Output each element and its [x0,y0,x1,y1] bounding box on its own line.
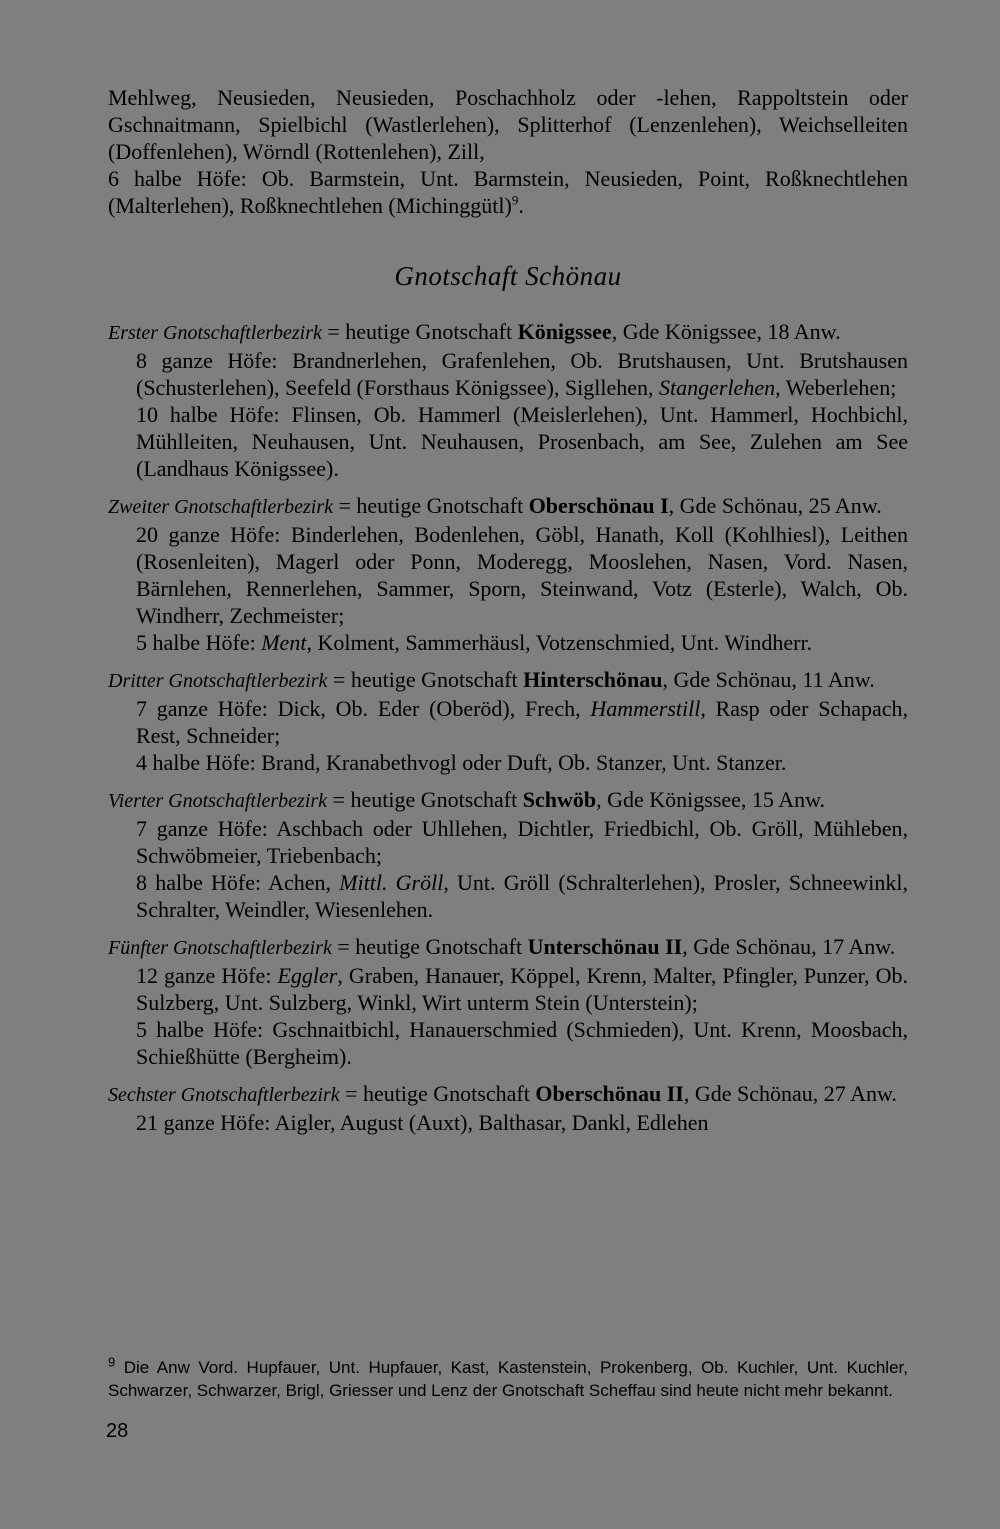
ganze-italic: Stangerlehen [659,375,776,400]
ganze-end: , Rasp oder Schapach, Rest, Schneider; [136,696,908,748]
ganze-hoefe: 21 ganze Höfe: Aigler, August (Auxt), Balthasar, Dankl, Edlehen [136,1110,709,1135]
halbe-hoefe: 4 halbe Höfe: Brand, Kranabethvogl oder Duft, Ob. Stanzer, Unt. Stanzer. [136,750,787,775]
intro-text: Mehlweg, Neusieden, Neusieden, Poschachholz oder -lehen, Rappoltstein oder Gschnaitmann, Spielbichl (Wastlerlehen), Splitterhof (Lenzenlehen), Weichselleiten (Doffenlehen), Wörndl (Rottenlehen), Zill, [108,85,908,164]
footnote-ref: 9 [511,192,519,208]
district-heading [108,666,908,695]
district-4 [108,786,908,923]
district-heading [108,933,908,962]
page-number: 28 [106,1420,129,1442]
district-eq: = heutige Gnotschaft [339,1081,536,1106]
intro-end: . [518,193,524,218]
section-title: Gnotschaft Schönau [394,261,622,291]
ganze-italic: Hammerstill [590,696,701,721]
district-heading [108,786,908,815]
district-rest: , Gde Königssee, 18 Anw. [611,319,841,344]
district-eq: = heutige Gnotschaft [321,319,518,344]
halbe-end: , Kolment, Sammerhäusl, Votzenschmied, Unt. Windherr. [306,630,813,655]
district-rest: , Gde Königssee, 15 Anw. [596,787,826,812]
halbe-hoefe [108,869,908,923]
ganze-end: , Weberlehen; [775,375,897,400]
district-1 [108,318,908,482]
footnote-text: Die Anw Vord. Hupfauer, Unt. Hupfauer, Kast, Kastenstein, Prokenberg, Ob. Kuchler, Unt. Kuchler, Schwarzer, Schwarzer, Brigl, Griesser und Lenz der Gnotschaft Scheffau sind heute nicht mehr bekannt. [108,1358,908,1400]
district-rest: , Gde Schönau, 17 Anw. [682,934,896,959]
halbe-hoefe [108,629,908,656]
district-2 [108,492,908,656]
halbe-hoefe: 10 halbe Höfe: Flinsen, Ob. Hammerl (Meislerlehen), Unt. Hammerl, Hochbichl, Mühlleiten, Neuhausen, Unt. Neuhausen, Prosenbach, am See, Zulehen am See (Landhaus Königssee). [136,402,908,481]
halbe-hoefe: 5 halbe Höfe: Gschnaitbichl, Hanauerschmied (Schmieden), Unt. Krenn, Moosbach, Schießhütte (Bergheim). [136,1017,908,1069]
district-eq: = heutige Gnotschaft [327,667,524,692]
district-eq: = heutige Gnotschaft [331,934,528,959]
intro-paragraph [108,84,908,219]
district-heading [108,492,908,521]
district-rest: , Gde Schönau, 11 Anw. [662,667,875,692]
footnote-mark: 9 [108,1354,116,1370]
district-3 [108,666,908,776]
district-rest: , Gde Schönau, 27 Anw. [683,1081,897,1106]
district-heading [108,318,908,347]
halbe-italic: Mittl. Gröll [339,870,444,895]
district-name: Fünfter Gnotschaftlerbezirk [108,937,332,959]
ganze-pre: 7 ganze Höfe: Dick, Ob. Eder (Oberöd), Frech, [136,696,591,721]
intro-halbe-hoefe: 6 halbe Höfe: Ob. Barmstein, Unt. Barmstein, Neusieden, Point, Roßknechtlehen (Malterlehen), Roßknechtlehen (Michinggütl) [108,166,908,218]
footnote [108,1356,908,1402]
district-name: Dritter Gnotschaftlerbezirk [108,670,328,692]
halbe-end: , Unt. Gröll (Schralterlehen), Prosler, Schneewinkl, Schralter, Weindler, Wiesenlehen. [136,870,908,922]
ganze-text: 8 ganze Höfe: Brandnerlehen, Grafenlehen, Ob. Brutshausen, Unt. Brutshausen (Schusterlehen), Seefeld (Forsthaus Königssee), Sigllehen, [136,348,908,400]
ganze-hoefe: 20 ganze Höfe: Binderlehen, Bodenlehen, Göbl, Hanath, Koll (Kohlhiesl), Leithen (Rosenleiten), Magerl oder Ponn, Moderegg, Mooslehen, Nasen, Vord. Nasen, Bärnlehen, Rennerlehen, Sammer, Sporn, Steinwand, Votz (Esterle), Walch, Ob. Windherr, Zechmeister; [136,522,908,628]
ganze-hoefe [108,695,908,749]
district-name: Sechster Gnotschaftlerbezirk [108,1084,340,1106]
district-place: Hinterschönau [523,667,663,692]
district-name: Zweiter Gnotschaftlerbezirk [108,496,333,518]
ganze-pre: 12 ganze Höfe: [136,963,278,988]
district-rest: , Gde Schönau, 25 Anw. [668,493,882,518]
district-name: Vierter Gnotschaftlerbezirk [108,790,328,812]
district-place: Oberschönau II [535,1081,684,1106]
district-eq: = heutige Gnotschaft [327,787,523,812]
district-6 [108,1080,908,1136]
main-text [108,84,908,1136]
ganze-end: , Graben, Hanauer, Köppel, Krenn, Malter, Pfingler, Punzer, Ob. Sulzberg, Unt. Sulzberg, Winkl, Wirt unterm Stein (Unterstein); [136,963,908,1015]
ganze-hoefe: 7 ganze Höfe: Aschbach oder Uhllehen, Dichtler, Friedbichl, Ob. Gröll, Mühleben, Schwöbmeier, Triebenbach; [136,816,908,868]
district-place: Schwöb [522,787,597,812]
district-5 [108,933,908,1070]
district-place: Unterschönau II [527,934,683,959]
district-place: Oberschönau I [528,493,669,518]
district-eq: = heutige Gnotschaft [332,493,529,518]
district-heading [108,1080,908,1109]
halbe-pre: 8 halbe Höfe: Achen, [136,870,340,895]
ganze-italic: Eggler [277,963,338,988]
district-place: Königssee [517,319,612,344]
halbe-pre: 5 halbe Höfe: [136,630,262,655]
ganze-hoefe [108,962,908,1016]
ganze-hoefe [108,347,908,401]
halbe-italic: Ment [261,630,307,655]
district-name: Erster Gnotschaftlerbezirk [108,322,322,344]
